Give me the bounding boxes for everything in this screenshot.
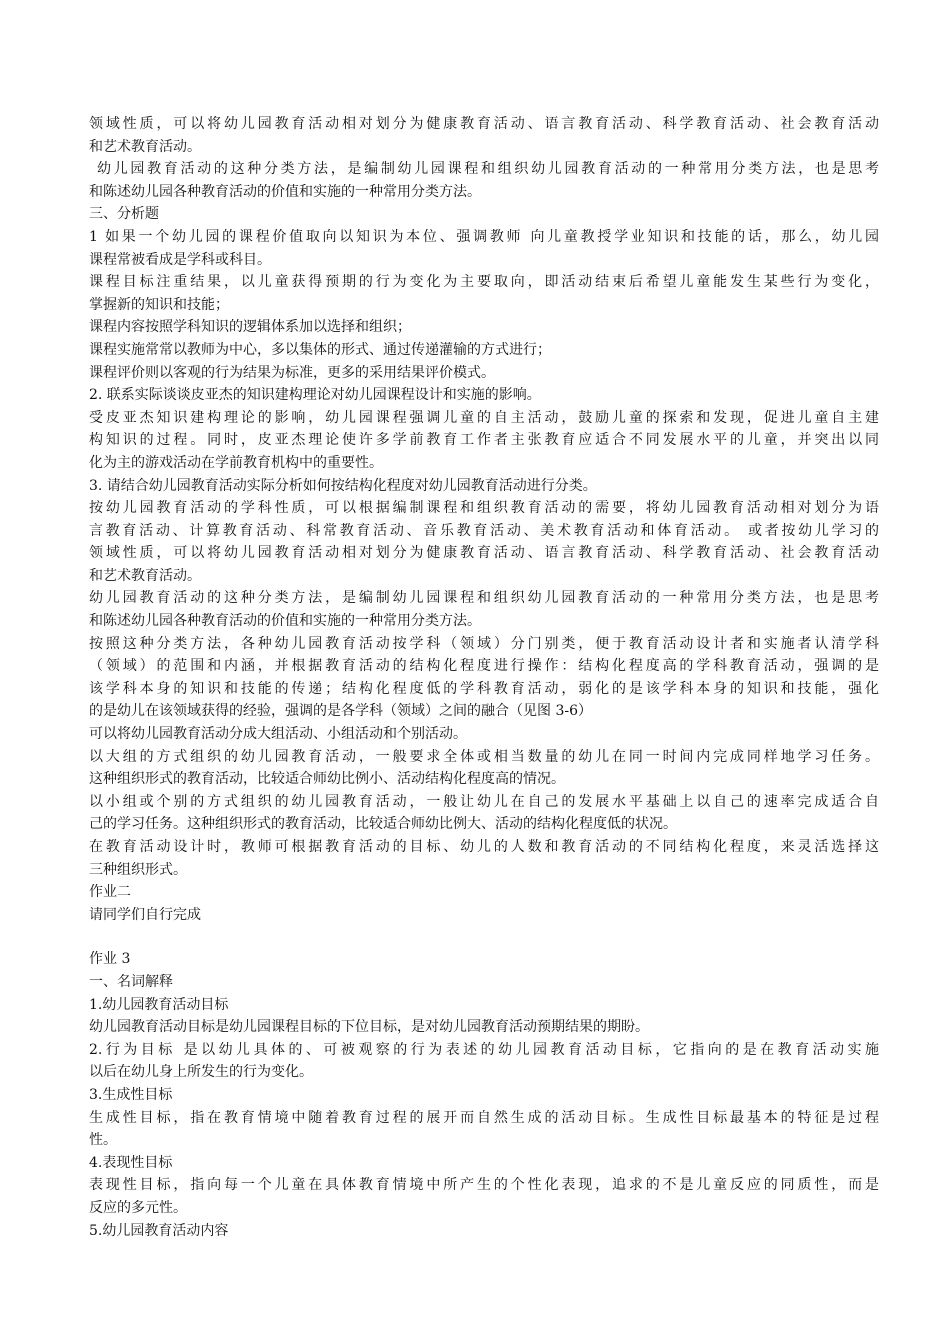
text-line: 和艺术教育活动。 <box>89 567 201 584</box>
text-line: （领域）的范围和内涵，并根据教育活动的结构化程度进行操作：结构化程度高的学科教育活动，强调的是 <box>89 658 879 675</box>
term-line: 2.行为目标 是以幼儿具体的、可被观察的行为表述的幼儿园教育活动目标，它指向的是在教育活动实施 <box>89 1041 879 1058</box>
text-line: 课程常被看成是学科或科目。 <box>89 251 271 268</box>
text-line: 言教育活动、计算教育活动、科常教育活动、音乐教育活动、美术教育活动和体育活动。 或者按幼儿学习的 <box>89 522 879 539</box>
text-line: 受皮亚杰知识建构理论的影响，幼儿园课程强调儿童的自主活动，鼓励儿童的探索和发现，促进儿童自主建 <box>89 409 879 426</box>
text-line: 和陈述幼儿园各种教育活动的价值和实施的一种常用分类方法。 <box>89 183 481 200</box>
assignment-heading: 作业 3 <box>89 951 131 968</box>
text-line: 的是幼儿在该领域获得的经验，强调的是各学科（领域）之间的融合（见图 3-6） <box>89 703 592 720</box>
question-line: 3. 请结合幼儿园教育活动实际分析如何按结构化程度对幼儿园教育活动进行分类。 <box>89 477 597 494</box>
text-line: 以小组或个别的方式组织的幼儿园教育活动，一般让幼儿在自己的发展水平基础上以自己的速率完成适合自 <box>89 793 879 810</box>
term-heading: 5.幼儿园教育活动内容 <box>89 1222 229 1239</box>
text-line: 按照这种分类方法，各种幼儿园教育活动按学科（领域）分门别类，便于教育活动设计者和实施者认清学科 <box>89 635 879 652</box>
term-heading: 3.生成性目标 <box>89 1086 173 1103</box>
text-line: 请同学们自行完成 <box>89 906 201 923</box>
blank-line <box>89 926 879 948</box>
text-line: 生成性目标，指在教育情境中随着教育过程的展开而自然生成的活动目标。生成性目标最基本的特征是过程 <box>89 1109 879 1126</box>
text-line: 课程内容按照学科知识的逻辑体系加以选择和组织； <box>89 319 411 336</box>
text-line: 以大组的方式组织的幼儿园教育活动，一般要求全体或相当数量的幼儿在同一时间内完成同样地学习任务。 <box>89 748 879 765</box>
text-line: 这种组织形式的教育活动，比较适合师幼比例小、活动结构化程度高的情况。 <box>89 771 565 788</box>
text-line: 在教育活动设计时，教师可根据教育活动的目标、幼儿的人数和教育活动的不同结构化程度，来灵活选择这 <box>89 839 879 855</box>
text-line: 课程目标注重结果，以儿童获得预期的行为变化为主要取向，即活动结束后希望儿童能发生某些行为变化， <box>89 274 879 291</box>
text-line: 构知识的过程。同时，皮亚杰理论使许多学前教育工作者主张教育应适合不同发展水平的儿童，并突出以同 <box>89 432 879 449</box>
text-line: 课程实施常常以教师为中心，多以集体的形式、通过传递灌输的方式进行； <box>89 341 551 358</box>
section-heading: 一、名词解释 <box>89 973 173 990</box>
text-line: 领域性质，可以将幼儿园教育活动相对划分为健康教育活动、语言教育活动、科学教育活动、社会教育活动 <box>89 545 879 562</box>
question-line: 1 如果一个幼儿园的课程价值取向以知识为本位、强调教师 向儿童教授学业知识和技能的话，那么，幼儿园 <box>89 228 879 245</box>
text-line: 课程评价则以客观的行为结果为标准，更多的采用结果评价模式。 <box>89 364 495 381</box>
assignment-heading: 作业二 <box>89 884 131 901</box>
text-line: 和艺术教育活动。 <box>89 138 201 155</box>
text-line: 可以将幼儿园教育活动分成大组活动、小组活动和个别活动。 <box>89 726 467 743</box>
text-line: 表现性目标，指向每一个儿童在具体教育情境中所产生的个性化表现，追求的不是儿童反应的同质性，而是 <box>89 1177 879 1194</box>
text-line: 幼儿园教育活动目标是幼儿园课程目标的下位目标，是对幼儿园教育活动预期结果的期盼。 <box>89 1019 649 1036</box>
text-line: 和陈述幼儿园各种教育活动的价值和实施的一种常用分类方法。 <box>89 613 481 630</box>
text-line: 反应的多元性。 <box>89 1199 187 1216</box>
term-heading: 1.幼儿园教育活动目标 <box>89 996 229 1013</box>
text-line: 该学科本身的知识和技能的传递；结构化程度低的学科教育活动，弱化的是该学科本身的知识和技能，强化 <box>89 680 879 697</box>
question-line: 2. 联系实际谈谈皮亚杰的知识建构理论对幼儿园课程设计和实施的影响。 <box>89 387 541 404</box>
term-heading: 4.表现性目标 <box>89 1154 173 1171</box>
text-line: 以后在幼儿身上所发生的行为变化。 <box>89 1064 313 1081</box>
text-line: 幼儿园教育活动的这种分类方法，是编制幼儿园课程和组织幼儿园教育活动的一种常用分类方法，也是思考 <box>97 161 879 178</box>
text-line: 掌握新的知识和技能； <box>89 296 229 313</box>
document-page <box>89 113 879 1242</box>
text-line: 化为主的游戏活动在学前教育机构中的重要性。 <box>89 454 383 471</box>
text-line: 领域性质，可以将幼儿园教育活动相对划分为健康教育活动、语言教育活动、科学教育活动、社会教育活动 <box>89 116 879 132</box>
section-heading: 三、分析题 <box>89 206 159 223</box>
text-line: 幼儿园教育活动的这种分类方法，是编制幼儿园课程和组织幼儿园教育活动的一种常用分类方法，也是思考 <box>89 590 879 607</box>
text-line: 三种组织形式。 <box>89 861 187 878</box>
text-line: 性。 <box>89 1132 117 1149</box>
text-line: 己的学习任务。这种组织形式的教育活动，比较适合师幼比例大、活动的结构化程度低的状况。 <box>89 816 677 833</box>
text-line: 按幼儿园教育活动的学科性质，可以根据编制课程和组织教育活动的需要，将幼儿园教育活动相对划分为语 <box>89 500 879 517</box>
